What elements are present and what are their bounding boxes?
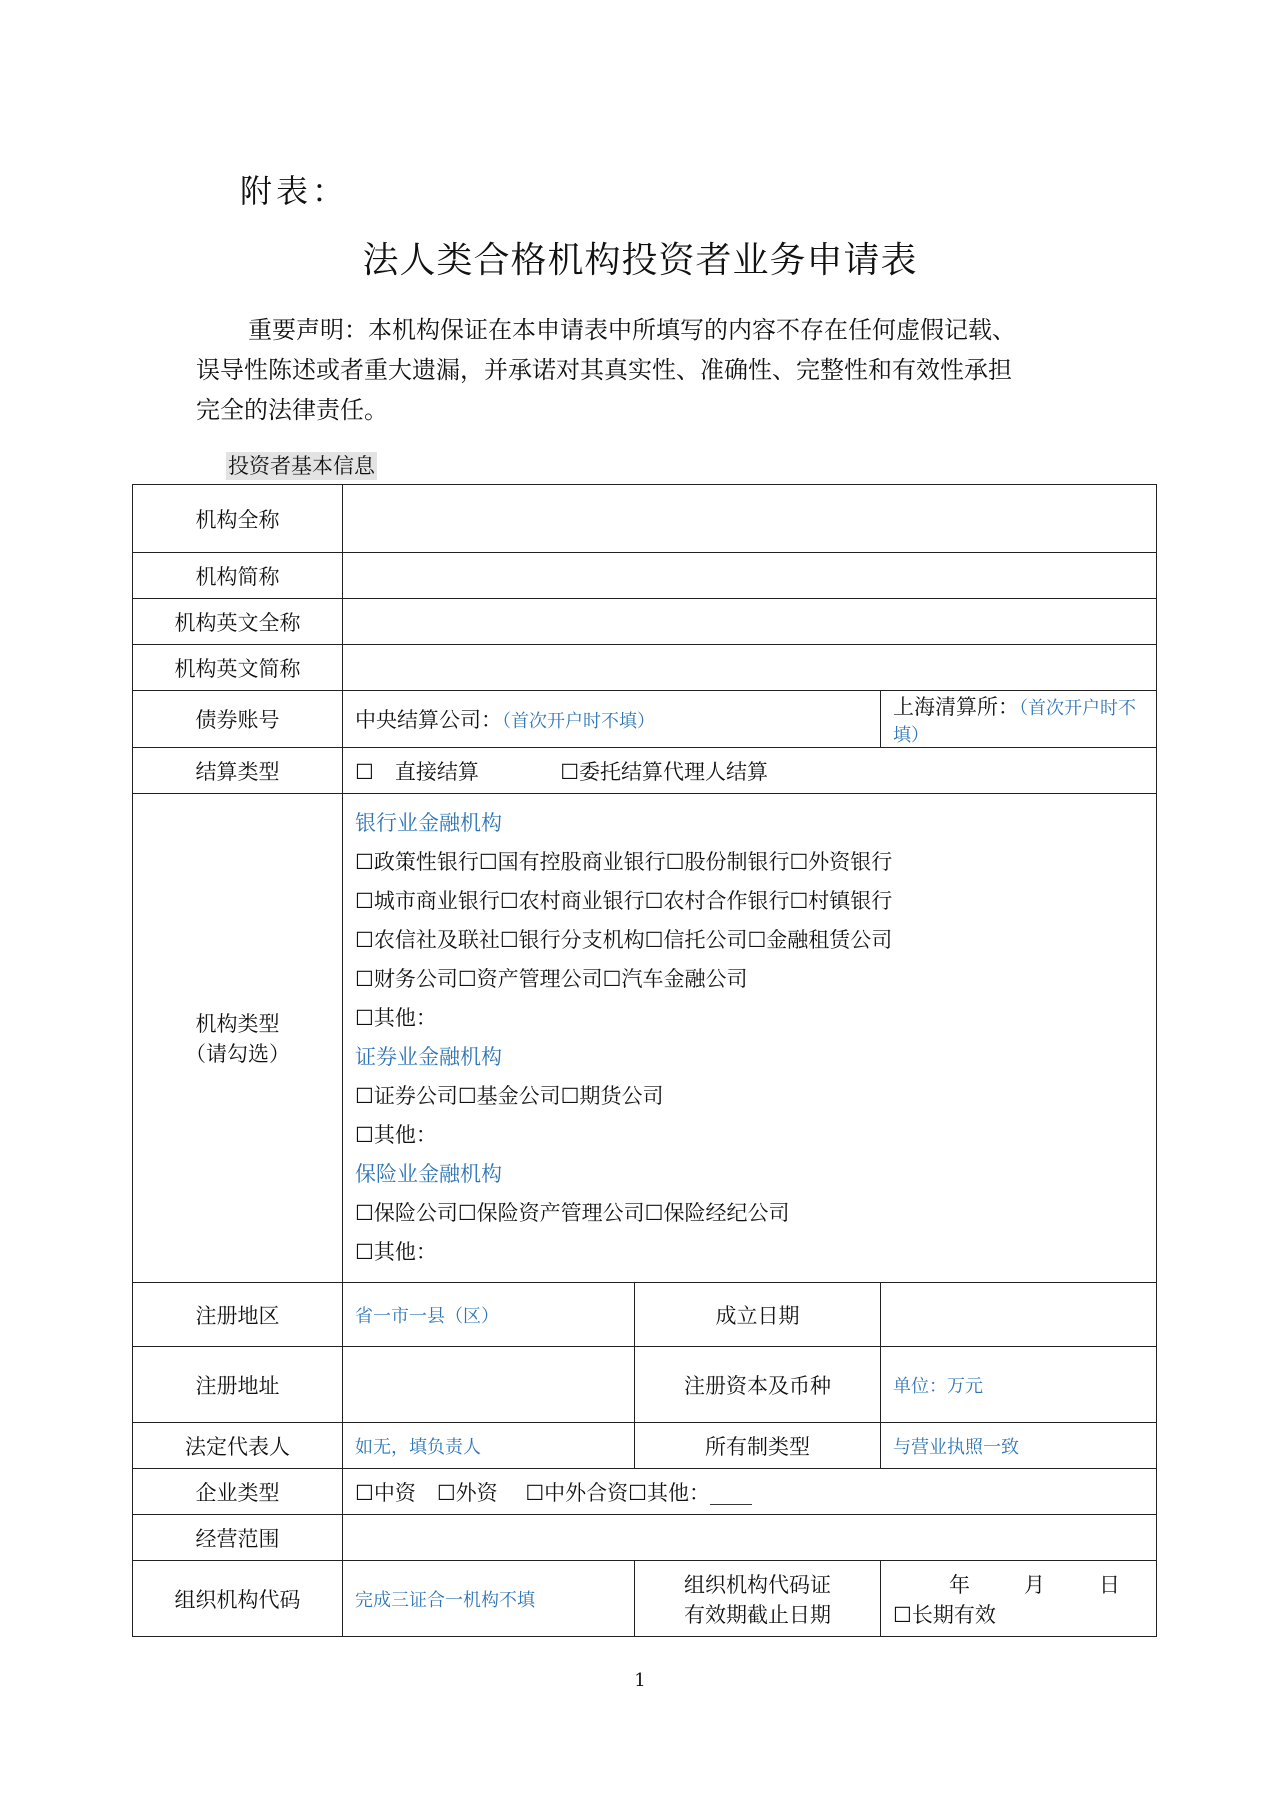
reg-capital-field[interactable] xyxy=(881,1347,1157,1423)
row-en-short-name xyxy=(133,645,1157,691)
reg-region-label: 注册地区 xyxy=(133,1283,343,1347)
page-number: 1 xyxy=(634,1670,646,1691)
shch-hint: （首次开户时不填） xyxy=(893,698,1136,746)
institution-type-label-line2: （请勾选） xyxy=(185,1042,290,1066)
row-reg-region xyxy=(133,1283,1157,1347)
appendix-heading: 附表： xyxy=(240,172,349,210)
institution-type-label xyxy=(133,794,343,1283)
application-form-table xyxy=(132,484,1157,1637)
est-date-field[interactable] xyxy=(881,1283,1157,1347)
institution-type-label-line1: 机构类型 xyxy=(195,1012,280,1036)
legal-rep-hint: 如无，填负责人 xyxy=(355,1436,481,1458)
en-short-name-field[interactable] xyxy=(343,645,1157,691)
reg-capital-hint: 单位：万元 xyxy=(893,1375,983,1397)
declaration-line: 误导性陈述或者重大遗漏，并承诺对其真实性、准确性、完整性和有效性承担 xyxy=(196,356,1012,384)
est-date-label: 成立日期 xyxy=(635,1283,881,1347)
reg-capital-label: 注册资本及币种 xyxy=(635,1347,881,1423)
declaration-line: 完全的法律责任。 xyxy=(196,396,388,424)
bank-category-heading: 银行业金融机构 xyxy=(355,811,502,835)
direct-settlement-checkbox[interactable]: ☐ 直接结算 xyxy=(355,759,479,784)
ownership-type-field[interactable] xyxy=(881,1423,1157,1469)
enterprise-type-options[interactable]: ☐中资 ☐外资 ☐中外合资☐其他：____ xyxy=(343,1469,1157,1515)
ccdc-hint: （首次开户时不填） xyxy=(502,711,655,732)
row-legal-rep xyxy=(133,1423,1157,1469)
shch-label: 上海清算所： xyxy=(893,695,1019,719)
row-full-name xyxy=(133,485,1157,553)
row-business-scope xyxy=(133,1515,1157,1561)
declaration xyxy=(196,310,1096,430)
org-code-expiry-label-line1: 组织机构代码证 xyxy=(684,1572,831,1597)
shch-account-field[interactable] xyxy=(881,691,1157,748)
settlement-type-options xyxy=(343,748,1157,794)
row-reg-address xyxy=(133,1347,1157,1423)
agent-settlement-checkbox[interactable]: ☐委托结算代理人结算 xyxy=(560,759,769,784)
ownership-type-hint: 与营业执照一致 xyxy=(893,1436,1019,1458)
bank-options-line[interactable]: ☐政策性银行☐国有控股商业银行☐股份制银行☐外资银行 xyxy=(355,850,893,874)
org-code-hint: 完成三证合一机构不填 xyxy=(355,1589,535,1611)
bank-options-line[interactable]: ☐农信社及联社☐银行分支机构☐信托公司☐金融租赁公司 xyxy=(355,928,893,952)
reg-region-hint: 省一市一县（区） xyxy=(355,1305,499,1327)
row-short-name xyxy=(133,553,1157,599)
securities-category-heading: 证券业金融机构 xyxy=(355,1045,502,1069)
short-name-field[interactable] xyxy=(343,553,1157,599)
insurance-options-line[interactable]: ☐保险公司☐保险资产管理公司☐保险经纪公司 xyxy=(355,1201,790,1225)
reg-region-field[interactable] xyxy=(343,1283,635,1347)
row-bond-account xyxy=(133,691,1157,748)
year-label: 年 xyxy=(949,1572,970,1597)
en-short-name-label: 机构英文简称 xyxy=(133,645,343,691)
long-term-checkbox[interactable]: ☐长期有效 xyxy=(893,1602,996,1627)
insurance-category-heading: 保险业金融机构 xyxy=(355,1162,502,1186)
declaration-line: 重要声明：本机构保证在本申请表中所填写的内容不存在任何虚假记载、 xyxy=(248,316,1016,344)
settlement-type-label: 结算类型 xyxy=(133,748,343,794)
org-code-expiry-label-line2: 有效期截止日期 xyxy=(684,1602,831,1627)
row-settlement-type xyxy=(133,748,1157,794)
ccdc-account-field[interactable] xyxy=(343,691,881,748)
short-name-label: 机构简称 xyxy=(133,553,343,599)
section-label: 投资者基本信息 xyxy=(228,454,375,478)
securities-options-line[interactable]: ☐证券公司☐基金公司☐期货公司 xyxy=(355,1084,664,1108)
insurance-other-checkbox[interactable]: ☐其他： xyxy=(355,1240,437,1264)
row-institution-type xyxy=(133,794,1157,1283)
business-scope-label: 经营范围 xyxy=(133,1515,343,1561)
full-name-label: 机构全称 xyxy=(133,485,343,553)
bond-account-label: 债券账号 xyxy=(133,691,343,748)
ccdc-label: 中央结算公司： xyxy=(355,708,502,732)
full-name-field[interactable] xyxy=(343,485,1157,553)
institution-type-options xyxy=(343,794,1157,1283)
securities-other-checkbox[interactable]: ☐其他： xyxy=(355,1123,437,1147)
row-org-code xyxy=(133,1561,1157,1637)
reg-address-field[interactable] xyxy=(343,1347,635,1423)
en-full-name-label: 机构英文全称 xyxy=(133,599,343,645)
business-scope-field[interactable] xyxy=(343,1515,1157,1561)
org-code-label: 组织机构代码 xyxy=(133,1561,343,1637)
form-title: 法人类合格机构投资者业务申请表 xyxy=(362,240,918,281)
org-code-expiry-field xyxy=(881,1561,1157,1637)
bank-other-checkbox[interactable]: ☐其他： xyxy=(355,1006,437,1030)
en-full-name-field[interactable] xyxy=(343,599,1157,645)
day-label: 日 xyxy=(1099,1572,1120,1597)
legal-rep-label: 法定代表人 xyxy=(133,1423,343,1469)
bank-options-line[interactable]: ☐城市商业银行☐农村商业银行☐农村合作银行☐村镇银行 xyxy=(355,889,893,913)
ownership-type-label: 所有制类型 xyxy=(635,1423,881,1469)
org-code-expiry-label xyxy=(635,1561,881,1637)
month-label: 月 xyxy=(1024,1572,1045,1597)
row-en-full-name xyxy=(133,599,1157,645)
bank-options-line[interactable]: ☐财务公司☐资产管理公司☐汽车金融公司 xyxy=(355,967,748,991)
row-enterprise-type xyxy=(133,1469,1157,1515)
org-code-field[interactable] xyxy=(343,1561,635,1637)
expiry-date-row[interactable] xyxy=(893,1569,1144,1599)
reg-address-label: 注册地址 xyxy=(133,1347,343,1423)
legal-rep-field[interactable] xyxy=(343,1423,635,1469)
enterprise-type-label: 企业类型 xyxy=(133,1469,343,1515)
